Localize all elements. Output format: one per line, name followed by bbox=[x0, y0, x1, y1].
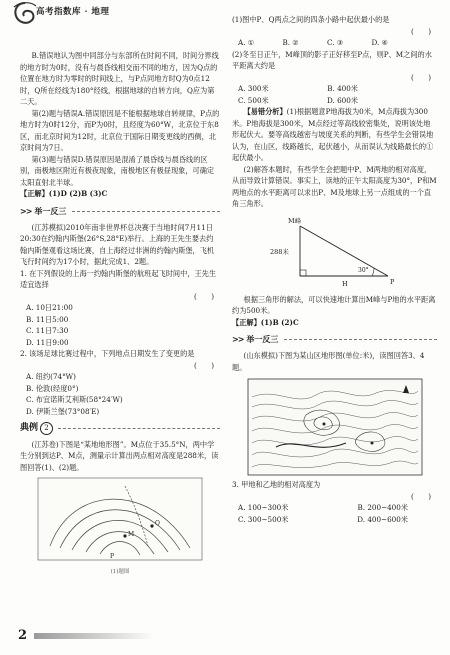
option: A. ① bbox=[238, 38, 255, 48]
paragraph: (2)解答本题时，有些学生会把题中P、M两地的相对高度，从而导致计算错误。事实上，读地的正午太阳高度为30°，P和M两地点的水平距离可以求出P、M及地球上另一点组成的一个直角三角形。 bbox=[232, 164, 437, 209]
answer-blank: ( ) bbox=[411, 491, 431, 501]
paragraph: 第(3)题与错误D.错误原因是混淆了晨昏线与晨昏线的区别，南极地区附近有极夜现象，南极地区有极昼现象，可确定太阳直射北半球。 bbox=[20, 154, 215, 187]
svg-text:M: M bbox=[128, 531, 135, 539]
question: 1. 在下列假设的上海一约翰内斯堡的航班起飞时间中，王先生适宜选择 bbox=[20, 268, 217, 290]
page-number: 2 bbox=[18, 628, 28, 643]
right-column bbox=[232, 14, 437, 525]
divider bbox=[284, 339, 437, 340]
option: B. 200~400米 bbox=[357, 503, 408, 513]
options-row bbox=[232, 514, 408, 526]
double-chevron-icon: >> bbox=[232, 334, 244, 345]
option: D. 600米 bbox=[327, 95, 358, 105]
page-number-bar bbox=[34, 633, 154, 639]
double-chevron-icon: >> bbox=[20, 205, 32, 216]
right-triangle-diagram bbox=[260, 214, 410, 292]
option: B. 400米 bbox=[327, 84, 358, 94]
answer-label: 【正解】 bbox=[232, 317, 261, 327]
option: D. 伊斯兰堡(73°08′E) bbox=[26, 406, 100, 416]
question: (2)冬至日正午，M峰顶的影子正好移至P点，则P、M之间的水平距离大约是 bbox=[232, 49, 432, 71]
paragraph: (江苏模拟)2010年南非世界杯总决赛于当地时间7月11日20:30在约翰内斯堡(26°S,28°E)举行。上海的王先生要去约翰内斯堡观看这场比赛，自上海经过非洲的约翰内斯堡，飞机飞行时间约为17小时，据此完成1、2题。 bbox=[20, 222, 215, 267]
option: D. 400~600米 bbox=[357, 514, 408, 524]
option: B. 11日5:00 bbox=[26, 314, 69, 324]
answer-text: (1)D (2)B (3)C bbox=[48, 189, 108, 199]
option: C. 布宜诺斯艾利斯(58°24′W) bbox=[26, 395, 123, 405]
option: D. 11日9:00 bbox=[26, 337, 69, 347]
option: A. 300米 bbox=[238, 84, 269, 94]
paragraph: (江苏卷)下图是“某地地形图”。M点位于35.5°N，两中学生分别到达P、M点，测量示计算出两点相对高度是288米，读图回答(1)、(2)题。 bbox=[20, 439, 219, 472]
paragraph: 第(2)题与错误A.错误原因是不能根据地球自转规律，P点的地方时为0时12分，而P为0时，且经度为60°W，北京位于东8区，而北京时间为12时，北京位于国际日期变更线的西侧，北京时间为7日。 bbox=[20, 108, 220, 153]
figure-caption: (1)题图 bbox=[110, 569, 130, 576]
answer-line bbox=[232, 317, 437, 329]
option: C. ③ bbox=[326, 38, 344, 48]
header-swirl-logo-icon bbox=[12, 1, 38, 27]
answer-blank: ( ) bbox=[194, 291, 214, 301]
option: A. 10日21:00 bbox=[26, 303, 73, 313]
option: C. 500米 bbox=[238, 95, 269, 105]
answer-blank: ( ) bbox=[194, 360, 214, 370]
answer-blank: ( ) bbox=[411, 26, 431, 36]
divider bbox=[58, 428, 220, 429]
example-number: 2 bbox=[40, 422, 53, 435]
paragraph: 根据三角形的解法，可以快速地计算出M峰与P地的水平距离约为500米。 bbox=[232, 294, 436, 316]
answer-blank: ( ) bbox=[411, 72, 431, 82]
topographic-map-figure bbox=[30, 476, 210, 568]
question: 2. 该场足球比赛过程中，下列地点日期发生了变更的是 bbox=[20, 349, 195, 359]
options-row bbox=[232, 37, 388, 49]
option: C. 300~500米 bbox=[238, 514, 289, 524]
paragraph: (山东模拟)下图为某山区地形图(单位:米)，读图回答3、4题。 bbox=[232, 351, 425, 372]
paragraph bbox=[232, 106, 437, 164]
triangle-label-h: H bbox=[341, 279, 348, 288]
svg-text:Q: Q bbox=[155, 520, 160, 528]
divider bbox=[72, 211, 220, 212]
question: 3. 甲地和乙地的相对高度为 bbox=[232, 480, 321, 490]
option: B. ② bbox=[282, 38, 299, 48]
section-heading bbox=[20, 205, 220, 218]
answer-text: (1)B (2)C bbox=[260, 317, 299, 327]
section-title: 举一反三 bbox=[246, 334, 279, 345]
answer-label: 【正解】 bbox=[20, 189, 49, 199]
section-title: 举一反三 bbox=[34, 205, 67, 216]
svg-text:P: P bbox=[110, 553, 115, 561]
triangle-label-p: P bbox=[389, 277, 394, 286]
paragraph: B.错误地认为图中同部分与东部所在时间不同，时间分界线的地方时为0时，没有与晨昏线相交而不同的地方，因为Q点的位置在地方时为零时的时间线上，与P点同地方时Q为0点12时，Q所在经线为180°经线，根据地球的自转方向，Q应为第二天。 bbox=[20, 51, 219, 107]
options-row bbox=[232, 502, 408, 514]
option: A. 纽约(74°W) bbox=[26, 372, 76, 382]
triangle-label-m: M峰 bbox=[287, 216, 301, 225]
question: (1)图中P、Q两点之间的四条小路中起伏最小的是 bbox=[232, 15, 390, 24]
section-heading bbox=[232, 333, 437, 346]
answer-line bbox=[20, 188, 220, 200]
example-heading bbox=[20, 421, 220, 435]
options-row bbox=[232, 83, 358, 95]
triangle-label-angle: 30° bbox=[357, 266, 369, 274]
mountain-contour-map-figure bbox=[246, 377, 424, 477]
option: D. ④ bbox=[371, 38, 388, 48]
triangle-label-height: 288米 bbox=[269, 247, 289, 256]
left-column bbox=[20, 50, 220, 577]
paragraph-text: (1)根据题意P地海拔为0米，M点海拔为300米。P地海拔是300米，M点经过等高线较密集处，说明该处地形起伏大。要等高线越密与坡度关系的判断，有些学生会错误地认为，在山区，线路越长，起伏越小，从而误认为线路最长的①起伏最小。 bbox=[232, 107, 434, 163]
option: C. 11日7:30 bbox=[26, 326, 69, 336]
error-analysis-label: 【易错分析】 bbox=[243, 107, 287, 117]
option: B. 伦敦(经度0°) bbox=[26, 383, 79, 393]
header-title: 高考指数库 · 地理 bbox=[36, 7, 110, 17]
options-row bbox=[232, 95, 358, 107]
example-label: 典例 bbox=[20, 423, 39, 434]
option: A. 100~300米 bbox=[238, 503, 289, 513]
